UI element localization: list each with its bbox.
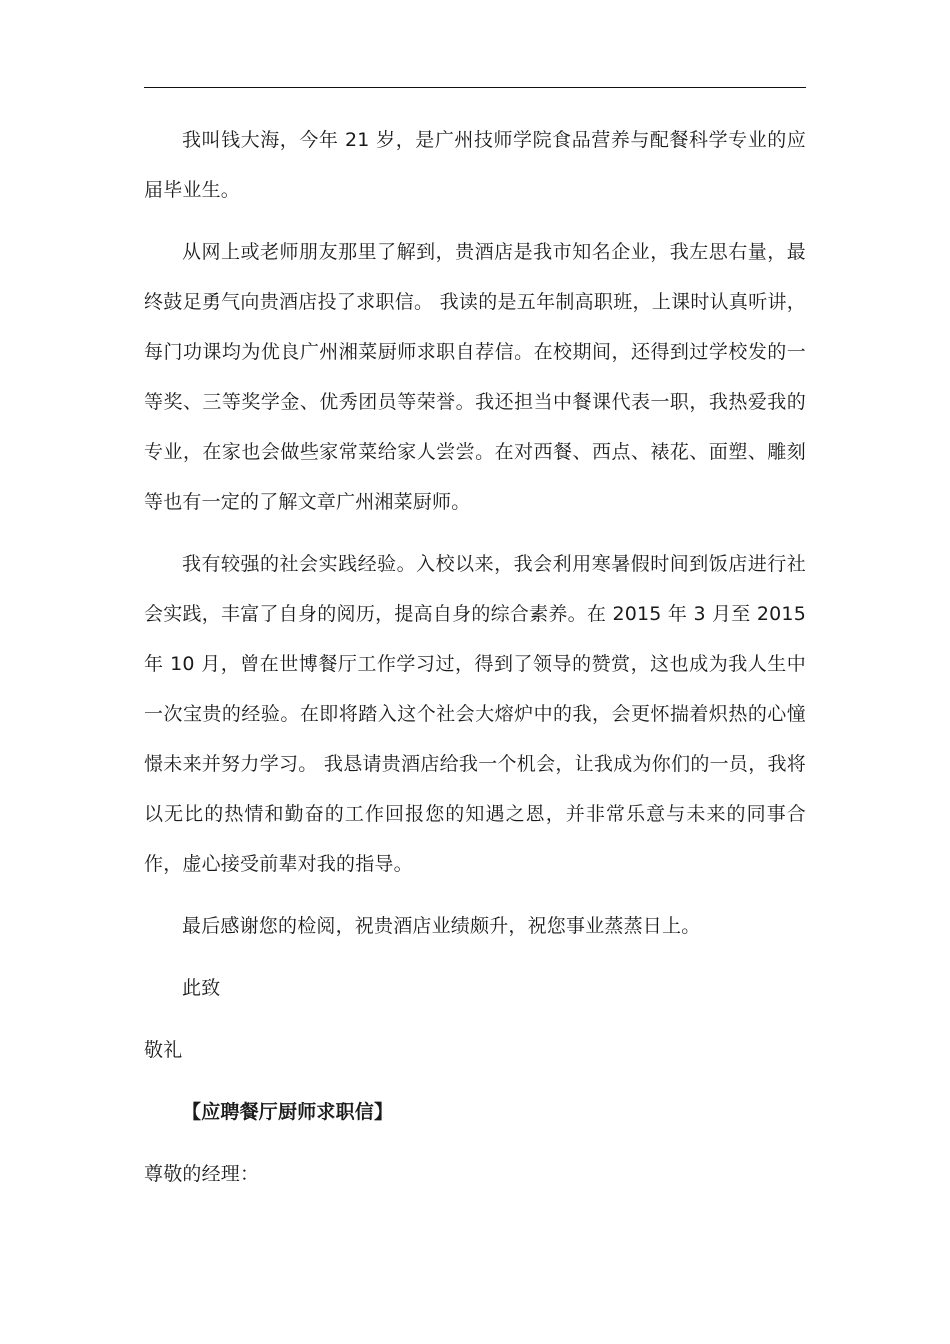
- paragraph-intro: 我叫钱大海，今年 21 岁，是广州技师学院食品营养与配餐科学专业的应届毕业生。: [144, 129, 806, 201]
- document-body: [144, 115, 806, 1211]
- closing-jingli: 敬礼: [144, 1039, 183, 1061]
- salutation: 尊敬的经理：: [144, 1163, 260, 1185]
- section-heading: 【应聘餐厅厨师求职信】: [182, 1101, 394, 1123]
- paragraph-thanks: 最后感谢您的检阅，祝贵酒店业绩颇升，祝您事业蒸蒸日上。: [182, 915, 701, 937]
- paragraph-education: 从网上或老师朋友那里了解到，贵酒店是我市知名企业，我左思右量，最终鼓足勇气向贵酒店投了求职信。 我读的是五年制高职班，上课时认真听讲，每门功课均为优良广州湘菜厨师求职自荐信。在校期间，还得到过学校发的一等奖、三等奖学金、优秀团员等荣誉。我还担当中餐课代表一职，我热爱我的专业，在家也会做些家常菜给家人尝尝。在对西餐、西点、裱花、面塑、雕刻等也有一定的了解文章广州湘菜厨师。: [144, 241, 806, 513]
- paragraph-cizhi: 此致: [182, 977, 221, 999]
- paragraph-experience: 我有较强的社会实践经验。入校以来，我会利用寒暑假时间到饭店进行社会实践，丰富了自身的阅历，提高自身的综合素养。在 2015 年 3 月至 2015 年 10 月，曾在世博餐厅工作学习过，得到了领导的赞赏，这也成为我人生中一次宝贵的经验。在即将踏入这个社会大熔炉中的我，会更怀揣着炽热的心憧憬未来并努力学习。 我恳请贵酒店给我一个机会，让我成为你们的一员，我将以无比的热情和勤奋的工作回报您的知遇之恩，并非常乐意与未来的同事合作，虚心接受前辈对我的指导。: [144, 553, 806, 875]
- header-rule: [144, 87, 806, 88]
